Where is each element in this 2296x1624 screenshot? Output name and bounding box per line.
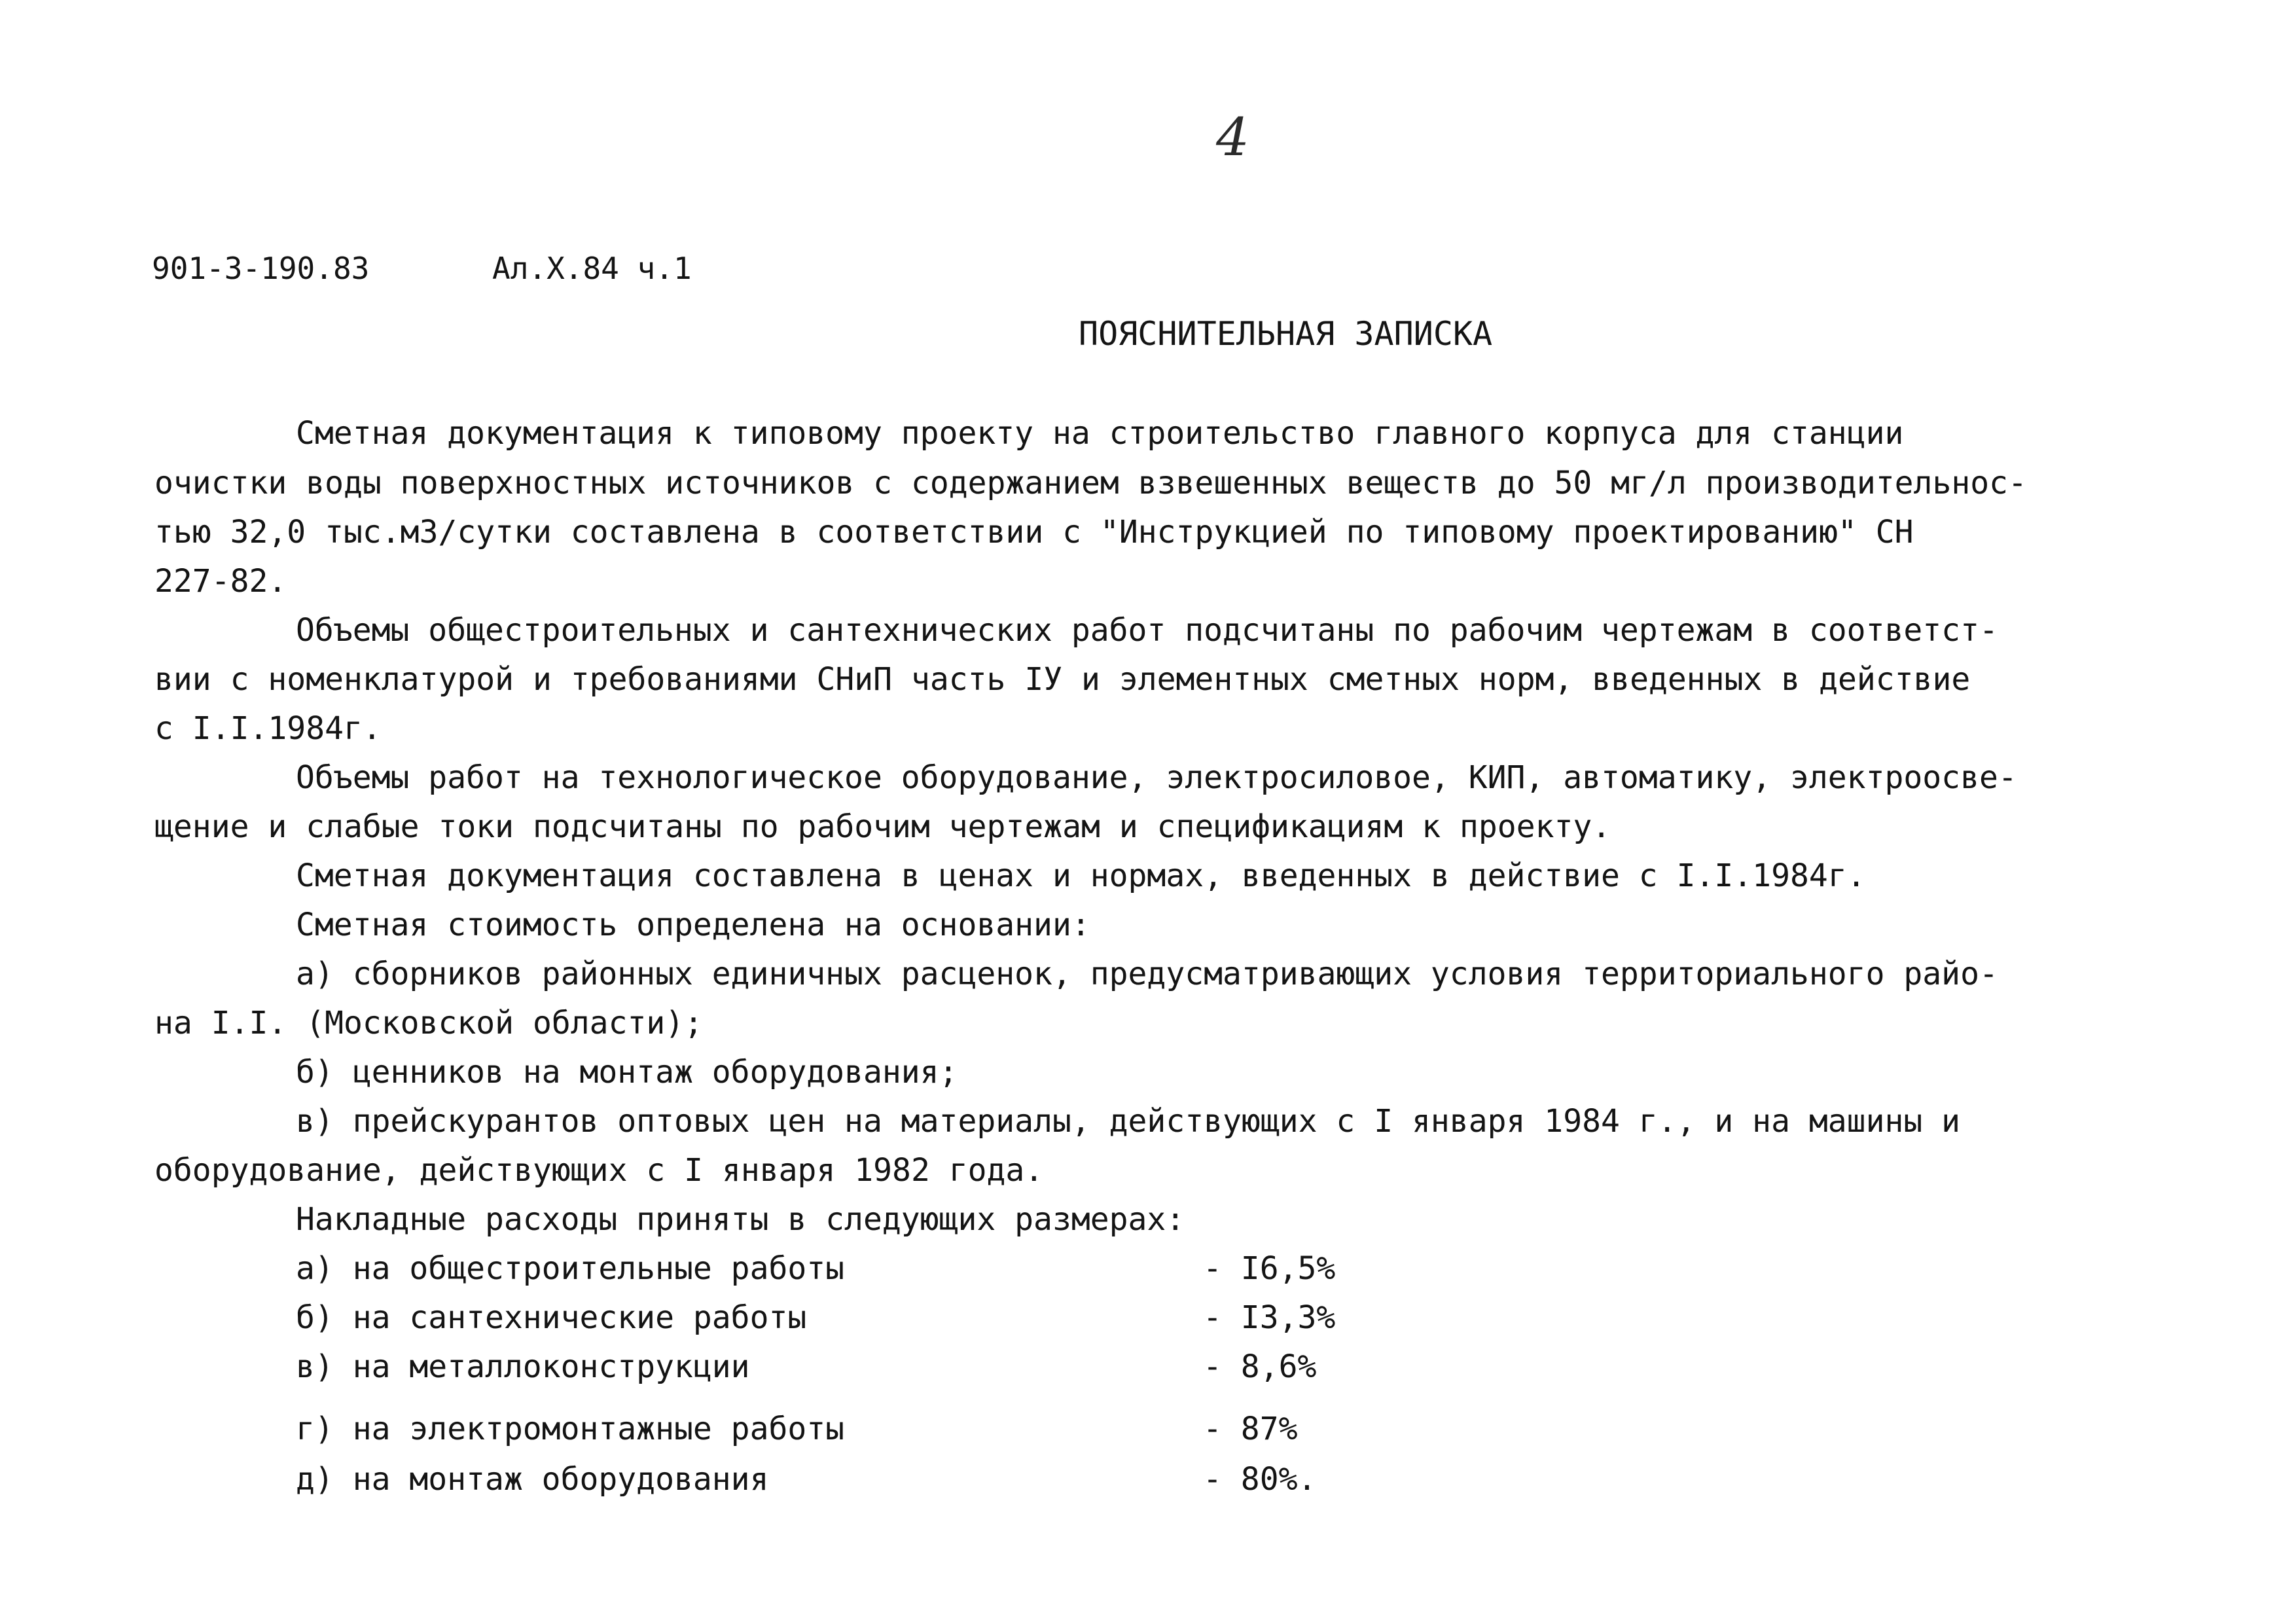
- album-reference: Ал.Х.84 ч.1: [492, 251, 692, 286]
- overhead-item-value: - 87%: [1203, 1411, 1298, 1447]
- text-line: Сметная документация к типовому проекту на строительство главного корпуса для станции: [296, 415, 1904, 452]
- text-line: 227-82.: [154, 563, 287, 600]
- overhead-item-label: б) на сантехнические работы: [296, 1299, 807, 1336]
- overhead-item-label: в) на металлоконструкции: [296, 1348, 750, 1385]
- text-line: тью 32,0 тыс.м3/сутки составлена в соответствии с "Инструкцией по типовому проектированию" СН: [154, 514, 1914, 550]
- text-line: на I.I. (Московской области);: [154, 1005, 704, 1041]
- overhead-item-value: - I6,5%: [1203, 1250, 1336, 1287]
- text-line: Объемы общестроительных и сантехнических работ подсчитаны по рабочим чертежам в соответст-: [296, 612, 1998, 649]
- text-line: Сметная стоимость определена на основании:: [296, 907, 1090, 943]
- text-line: щение и слабые токи подсчитаны по рабочим чертежам и спецификациям к проекту.: [154, 808, 1611, 845]
- overhead-item-label: г) на электромонтажные работы: [296, 1411, 845, 1447]
- text-line: а) сборников районных единичных расценок, предусматривающих условия территориального райо-: [296, 956, 1998, 992]
- text-line: Накладные расходы приняты в следующих размерах:: [296, 1201, 1185, 1238]
- document-code: 901-3-190.83: [152, 251, 370, 286]
- page-title: ПОЯСНИТЕЛЬНАЯ ЗАПИСКА: [1079, 315, 1493, 353]
- page-number: 4: [1216, 107, 1249, 168]
- overhead-item-value: - 8,6%: [1203, 1348, 1317, 1385]
- overhead-item-value: - 80%.: [1203, 1461, 1317, 1498]
- text-line: Сметная документация составлена в ценах и нормах, введенных в действие с I.I.1984г.: [296, 857, 1866, 894]
- text-line: вии с номенклатурой и требованиями СНиП часть IУ и элементных сметных норм, введенных в действие: [154, 661, 1971, 698]
- text-line: Объемы работ на технологическое оборудование, электросиловое, КИП, автоматику, электроосве-: [296, 759, 2017, 796]
- overhead-item-label: а) на общестроительные работы: [296, 1250, 845, 1287]
- overhead-item-label: д) на монтаж оборудования: [296, 1461, 769, 1498]
- text-line: в) прейскурантов оптовых цен на материалы, действующих с I января 1984 г., и на машины и: [296, 1103, 1961, 1140]
- text-line: очистки воды поверхностных источников с содержанием взвешенных веществ до 50 мг/л производительнос-: [154, 465, 2027, 501]
- text-line: б) ценников на монтаж оборудования;: [296, 1054, 958, 1091]
- overhead-item-value: - I3,3%: [1203, 1299, 1336, 1336]
- text-line: с I.I.1984г.: [154, 710, 382, 747]
- text-line: оборудование, действующих с I января 1982 года.: [154, 1152, 1044, 1189]
